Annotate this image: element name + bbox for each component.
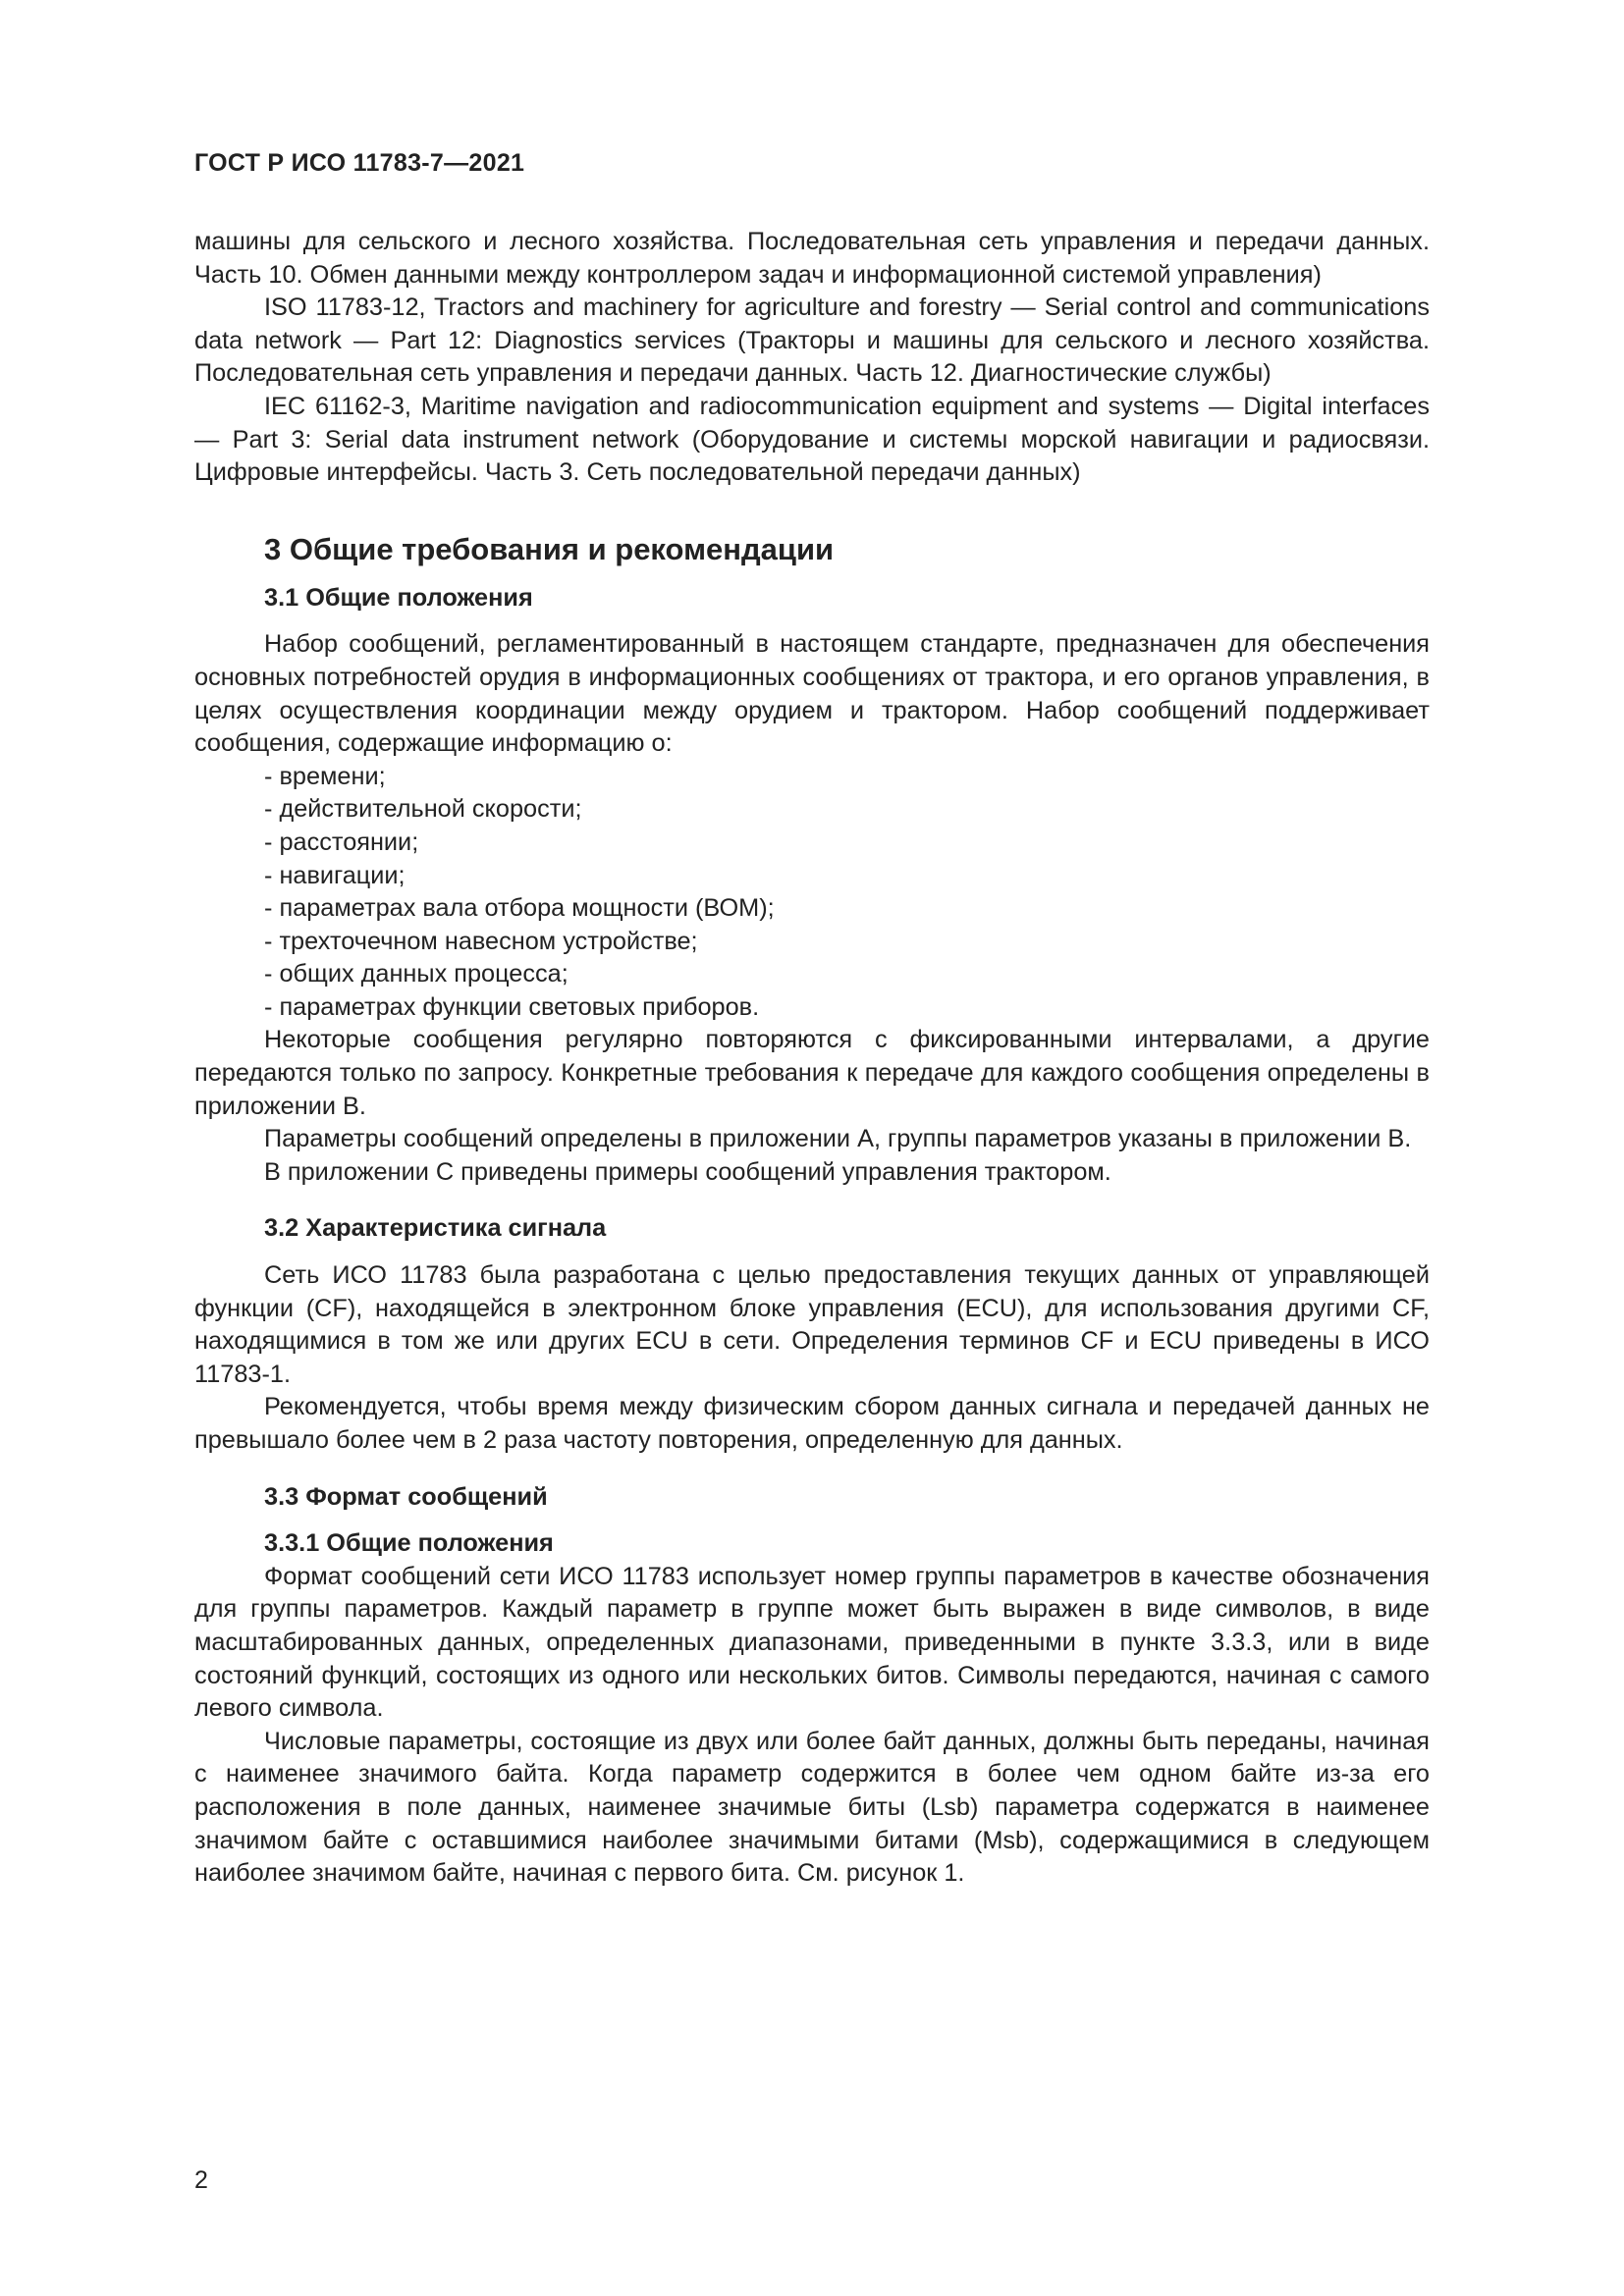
page-content bbox=[194, 226, 1430, 1891]
section-3-1-title: 3.1 Общие положения bbox=[264, 583, 533, 612]
list-item: - трехточечном навесном устройстве; bbox=[264, 927, 698, 955]
section-3-1-intro: Набор сообщений, регламентированный в настоящем стандарте, предназначен для обеспечения основных потребностей орудия в информационных сообщениях от трактора, и его органов управления, в целях осуществления координации между орудием и трактором. Набор сообщений поддерживает сообщения, содержащие информацию о: bbox=[194, 630, 1430, 758]
section-3-1-paragraph-4: В приложении С приведены примеры сообщений управления трактором. bbox=[264, 1157, 1111, 1186]
section-3-3-title: 3.3 Формат сообщений bbox=[264, 1482, 548, 1511]
info-list bbox=[194, 761, 1430, 1025]
section-3-title: 3 Общие требования и рекомендации bbox=[264, 531, 835, 566]
list-item: - навигации; bbox=[264, 861, 406, 889]
section-3-3-1-paragraph-1: Формат сообщений сети ИСО 11783 использует номер группы параметров в качестве обозначения для группы параметров. Каждый параметр в группе может быть выражен в виде символов, в виде масштабированных данных, определенных диапазонами, приведенными в пункте 3.3.3, или в виде состояний функций, состоящих из одного или нескольких битов. Символы передаются, начиная с самого левого символа. bbox=[194, 1562, 1430, 1723]
section-3-3-1-title: 3.3.1 Общие положения bbox=[264, 1529, 554, 1558]
reference-iec-61162-3: IEC 61162-3, Maritime navigation and radiocommunication equipment and systems — Digital interfaces — Part 3: Serial data instrument network (Оборудование и системы морской навигации и радиосвязи. Цифровые интерфейсы. Часть 3. Сеть последовательной передачи данных) bbox=[194, 392, 1430, 487]
section-3-3-1-paragraph-2: Числовые параметры, состоящие из двух или более байт данных, должны быть переданы, начиная с наименее значимого байта. Когда параметр содержится в более чем одном байте из-за его расположения в поле данных, наименее значимые биты (Lsb) параметра содержатся в наименее значимом байте с оставшимися наиболее значимыми битами (Msb), содержащимися в следующем наиболее значимом байте, начиная с первого бита. См. рисунок 1. bbox=[194, 1727, 1430, 1888]
section-3-2-title: 3.2 Характеристика сигнала bbox=[264, 1214, 607, 1243]
section-3-1-paragraph-3: Параметры сообщений определены в приложении А, группы параметров указаны в приложении В. bbox=[264, 1125, 1412, 1153]
list-item: - параметрах функции световых приборов. bbox=[264, 992, 760, 1021]
section-3-2-paragraph-2: Рекомендуется, чтобы время между физическим сбором данных сигнала и передачей данных не превышало более чем в 2 раза частоту повторения, определенную для данных. bbox=[194, 1393, 1430, 1454]
reference-iso-11783-12: ISO 11783-12, Tractors and machinery for agriculture and forestry — Serial control and communications data network — Part 12: Diagnostics services (Тракторы и машины для сельского и лесного хозяйства. Последовательная сеть управления и передачи данных. Часть 12. Диагностические службы) bbox=[194, 294, 1430, 388]
document-header-code: ГОСТ Р ИСО 11783-7—2021 bbox=[194, 149, 525, 177]
list-item: - расстоянии; bbox=[264, 828, 419, 856]
list-item: - параметрах вала отбора мощности (ВОМ); bbox=[264, 894, 775, 923]
page-number: 2 bbox=[194, 2166, 208, 2194]
section-3-1-paragraph-2: Некоторые сообщения регулярно повторяются с фиксированными интервалами, а другие передаются только по запросу. Конкретные требования к передаче для каждого сообщения определены в приложении В. bbox=[194, 1026, 1430, 1120]
section-3-2-paragraph-1: Сеть ИСО 11783 была разработана с целью предоставления текущих данных от управляющей функции (CF), находящейся в электронном блоке управления (ECU), для использования другими CF, находящимися в том же или других ECU в сети. Определения терминов CF и ECU приведены в ИСО 11783-1. bbox=[194, 1261, 1430, 1388]
list-item: - действительной скорости; bbox=[264, 795, 582, 824]
list-item: - времени; bbox=[264, 762, 386, 790]
reference-continuation: машины для сельского и лесного хозяйства. Последовательная сеть управления и передачи данных. Часть 10. Обмен данными между контроллером задач и информационной системой управления) bbox=[194, 228, 1430, 289]
list-item: - общих данных процесса; bbox=[264, 960, 568, 988]
